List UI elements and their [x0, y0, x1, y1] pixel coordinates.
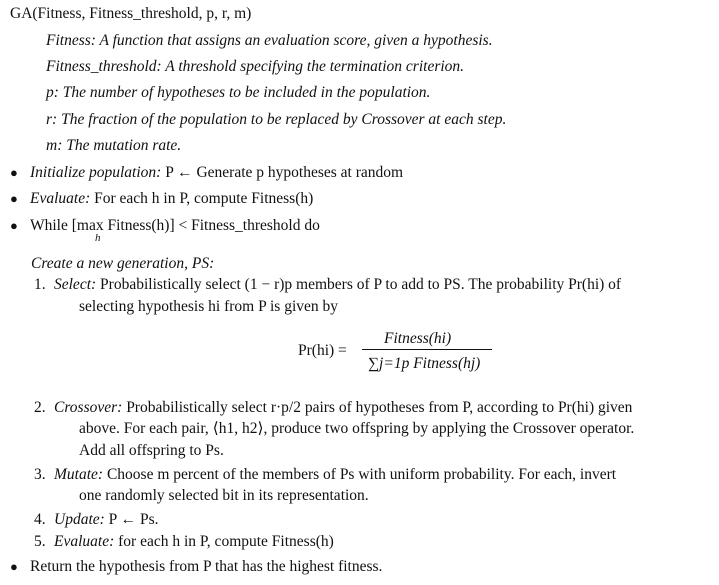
step-crossover-cont-1: above. For each pair, ⟨h1, h2⟩, produce two offspring by applying the Crossover operator.: [79, 420, 635, 437]
param-fitness-threshold: Fitness_threshold: A threshold specifying the termination criterion.: [46, 58, 465, 75]
step-select: 1. Select: Probabilistically select (1 − r)p members of P to add to PS. The probability Pr(hi) of: [34, 276, 622, 293]
formula-lhs: Pr(hi) =: [298, 342, 347, 359]
ga-signature: GA(Fitness, Fitness_threshold, p, r, m): [10, 5, 252, 22]
step-mutate: 3. Mutate: Choose m percent of the members of Ps with uniform probability. For each, invert: [34, 466, 617, 483]
param-m: m: The mutation rate.: [46, 137, 182, 154]
step-evaluate: 5. Evaluate: for each h in P, compute Fitness(h): [34, 533, 334, 550]
formula-numerator: Fitness(hi): [384, 330, 452, 347]
step-mutate-cont: one randomly selected bit in its representation.: [79, 487, 369, 504]
create-generation: Create a new generation, PS:: [31, 255, 215, 272]
step-select-cont: selecting hypothesis hi from P is given by: [79, 298, 339, 315]
param-r: r: The fraction of the population to be replaced by Crossover at each step.: [46, 111, 507, 128]
step-update: 4. Update: P ← Ps.: [34, 511, 159, 528]
formula-denominator: ∑j=1p Fitness(hj): [368, 355, 481, 372]
max-subscript: h: [95, 232, 101, 244]
param-p: p: The number of hypotheses to be included in the population.: [46, 84, 431, 101]
step-crossover-cont-2: Add all offspring to Ps.: [79, 442, 224, 459]
bullet-dot-icon: ●: [10, 165, 18, 180]
bullet-dot-icon: ●: [10, 191, 18, 206]
algorithm-document: GA(Fitness, Fitness_threshold, p, r, m) Fitness: A function that assigns an evaluation score, given a hypothesis. Fitness_threshold: A threshold specifying the termination criterion. p: The number of hypotheses to be included in the population. r: The fraction of the population to be replaced by Crossover at each step. m: The mutation rate. ● Initialize population: P ← Generate p hypotheses at random ● Evaluate: For each h in P, compute Fitness(h) ● While [max Fitness(h)] < Fitness_threshold do h Create a new generation, PS: 1. Select: Probabilistically select (1 − r)p members of P to add to PS. The probability Pr(hi) of selecting hypothesis hi from P is given by Pr(hi) = Fitness(hi) ∑j=1p Fitness(hj) 2. Crossover: Probabilistically select r·p/2 pairs of hypotheses from P, according to Pr(hi) given above. For each pair, ⟨h1, h2⟩, produce two offspring by applying the Crossover operator. Add all offspring to Ps. 3. Mutate: Choose m percent of the members of Ps with uniform probability. For each, invert one randomly selected bit in its representation. 4. Update: P ← Ps. 5. Evaluate: for each h in P, compute Fitness(h) ● Return the hypothesis from P that has the highest fitness.: [10, 5, 635, 575]
step-crossover: 2. Crossover: Probabilistically select r·p/2 pairs of hypotheses from P, according to Pr(hi) given: [34, 399, 633, 416]
bullet-dot-icon: ●: [10, 218, 18, 233]
param-fitness: Fitness: A function that assigns an evaluation score, given a hypothesis.: [46, 32, 493, 49]
bullet-dot-icon: ●: [10, 559, 18, 574]
